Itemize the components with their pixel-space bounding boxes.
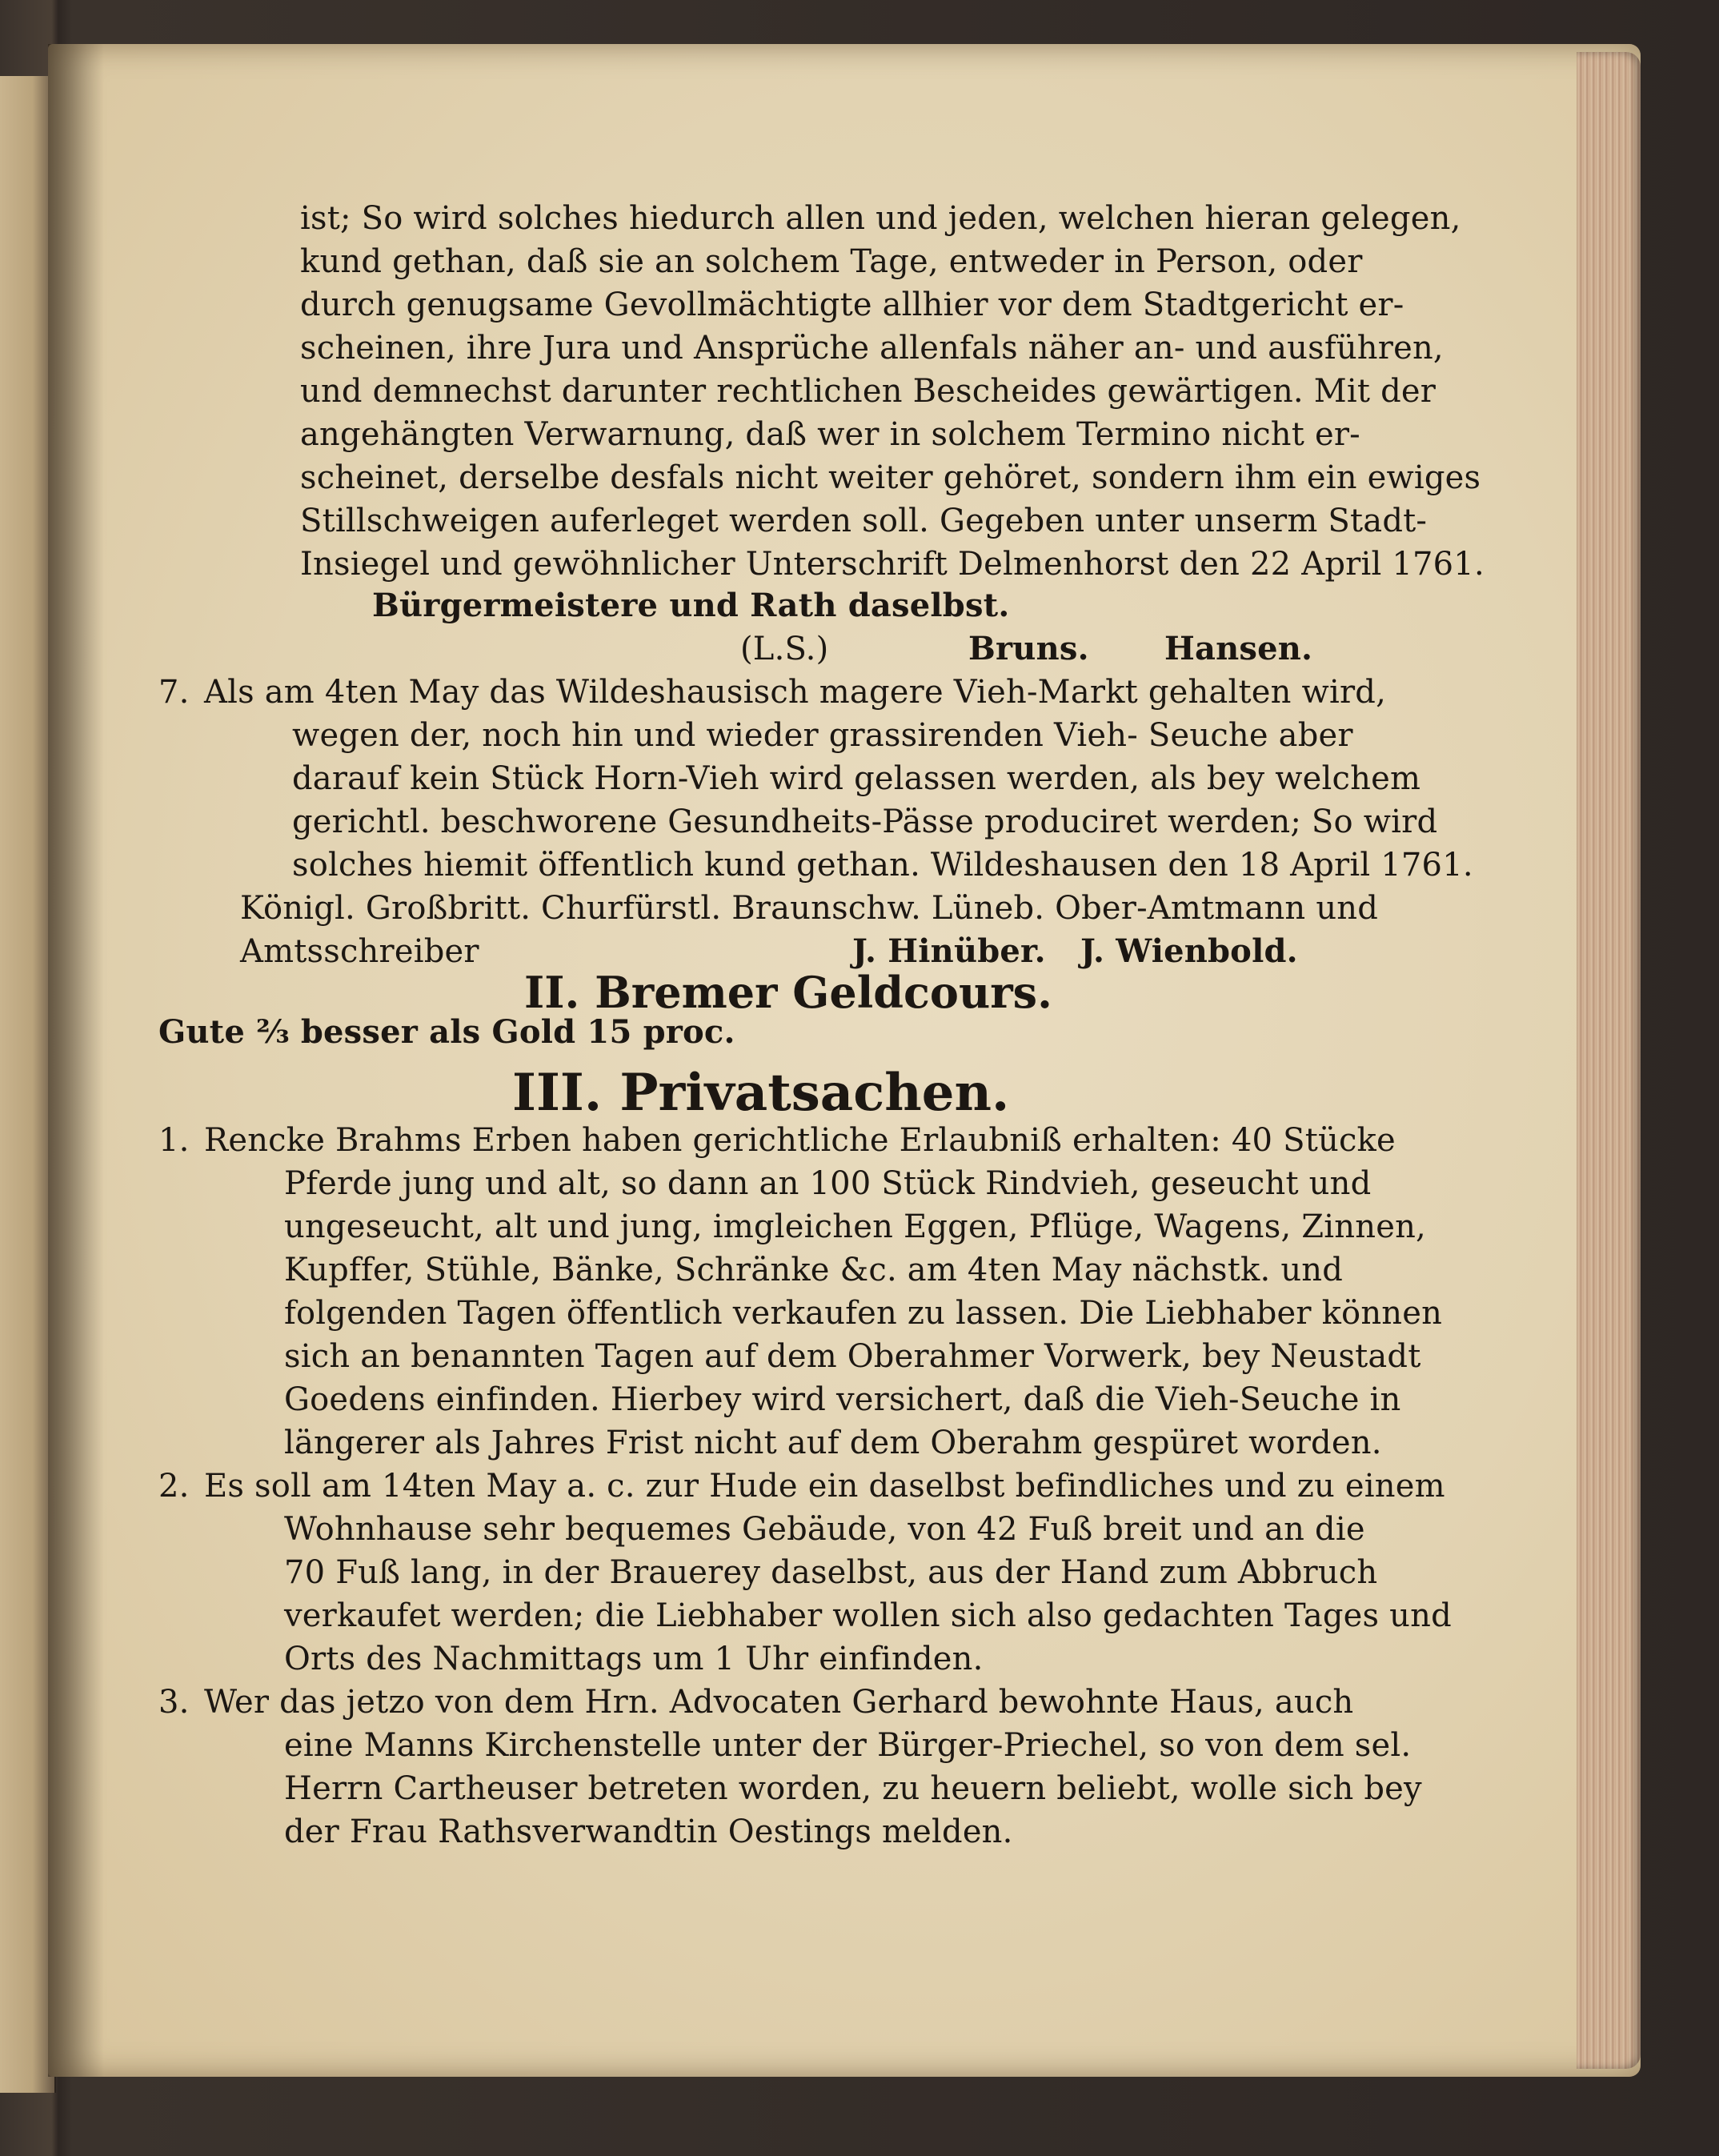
p6-name-2: Hansen.: [1164, 630, 1313, 667]
item-1-line-1: Rencke Brahms Erben haben gerichtliche Erlaubniß erhalten: 40 Stücke: [204, 1122, 1396, 1159]
p7-line-5: solches hiemit öffentlich kund gethan. Wildeshausen den 18 April 1761.: [292, 847, 1473, 884]
p7-line-3: darauf kein Stück Horn-Vieh wird gelassen werden, als bey welchem: [292, 760, 1421, 797]
p7-line-4: gerichtl. beschworene Gesundheits-Pässe produciret werden; So wird: [292, 803, 1438, 840]
p7-line-2: wegen der, noch hin und wieder grassirenden Vieh- Seuche aber: [292, 717, 1353, 754]
item-1-line-6: sich an benannten Tagen auf dem Oberahmer Vorwerk, bey Neustadt: [284, 1338, 1421, 1375]
p6-name-1: Bruns.: [968, 630, 1089, 667]
p6-line-3: durch genugsame Gevollmächtigte allhier vor dem Stadtgericht er-: [300, 287, 1404, 323]
item-1-line-3: ungeseucht, alt und jung, imgleichen Eggen, Pflüge, Wagens, Zinnen,: [284, 1208, 1426, 1245]
p6-line-5: und demnechst darunter rechtlichen Bescheides gewärtigen. Mit der: [300, 373, 1437, 410]
p7-line-6: Königl. Großbritt. Churfürstl. Braunschw. Lüneb. Ober-Amtmann und: [240, 890, 1379, 927]
item-2-line-4: verkaufet werden; die Liebhaber wollen sich also gedachten Tages und: [284, 1597, 1452, 1634]
item-2-line-1: Es soll am 14ten May a. c. zur Hude ein daselbst befindliches und zu einem: [204, 1468, 1445, 1505]
p7-name-2: J. Wienbold.: [1080, 932, 1298, 970]
p6-line-7: scheinet, derselbe desfals nicht weiter gehöret, sondern ihm ein ewiges: [300, 459, 1481, 496]
item-2-line-2: Wohnhause sehr bequemes Gebäude, von 42 Fuß breit und an die: [284, 1511, 1365, 1548]
p7-number: 7.: [158, 674, 190, 711]
item-2-number: 2.: [158, 1468, 190, 1505]
p6-seal: (L.S.): [740, 631, 829, 667]
item-3-number: 3.: [158, 1684, 190, 1721]
section-3-heading: III. Privatsachen.: [512, 1063, 1010, 1123]
p6-signatory: Bürgermeistere und Rath daselbst.: [372, 587, 1010, 624]
item-2-line-3: 70 Fuß lang, in der Brauerey daselbst, aus der Hand zum Abbruch: [284, 1554, 1378, 1591]
item-2-line-5: Orts des Nachmittags um 1 Uhr einfinden.: [284, 1641, 984, 1677]
section-2-line: Gute ⅔ besser als Gold 15 proc.: [158, 1013, 735, 1051]
item-1-line-8: längerer als Jahres Frist nicht auf dem Oberahm gespüret worden.: [284, 1425, 1382, 1461]
item-3-line-1: Wer das jetzo von dem Hrn. Advocaten Gerhard bewohnte Haus, auch: [204, 1684, 1354, 1721]
item-1-line-2: Pferde jung und alt, so dann an 100 Stück Rindvieh, geseucht und: [284, 1165, 1372, 1202]
item-1-line-4: Kupffer, Stühle, Bänke, Schränke &c. am 4ten May nächstk. und: [284, 1252, 1344, 1288]
p7-name-1: J. Hinüber.: [852, 932, 1046, 970]
item-3-line-2: eine Manns Kirchenstelle unter der Bürger-Priechel, so von dem sel.: [284, 1727, 1412, 1764]
item-3-line-3: Herrn Cartheuser betreten worden, zu heuern beliebt, wolle sich bey: [284, 1770, 1422, 1807]
item-1-number: 1.: [158, 1122, 190, 1159]
p6-line-2: kund gethan, daß sie an solchem Tage, entweder in Person, oder: [300, 243, 1363, 280]
p6-line-8: Stillschweigen auferleget werden soll. Gegeben unter unserm Stadt-: [300, 503, 1428, 539]
p7-line-1: Als am 4ten May das Wildeshausisch magere Vieh-Markt gehalten wird,: [204, 674, 1387, 711]
p6-line-6: angehängten Verwarnung, daß wer in solchem Termino nicht er-: [300, 416, 1360, 453]
p6-line-9: Insiegel und gewöhnlicher Unterschrift Delmenhorst den 22 April 1761.: [300, 546, 1485, 583]
item-3-line-4: der Frau Rathsverwandtin Oestings melden.: [284, 1813, 1013, 1850]
item-1-line-5: folgenden Tagen öffentlich verkaufen zu lassen. Die Liebhaber können: [284, 1295, 1443, 1332]
p6-line-4: scheinen, ihre Jura und Ansprüche allenfals näher an- und ausführen,: [300, 330, 1444, 367]
section-2-heading: II. Bremer Geldcours.: [524, 967, 1052, 1018]
p7-line-7: Amtsschreiber: [240, 933, 479, 970]
item-1-line-7: Goedens einfinden. Hierbey wird versichert, daß die Vieh-Seuche in: [284, 1381, 1401, 1418]
p6-line-1: ist; So wird solches hiedurch allen und jeden, welchen hieran gelegen,: [300, 200, 1461, 237]
